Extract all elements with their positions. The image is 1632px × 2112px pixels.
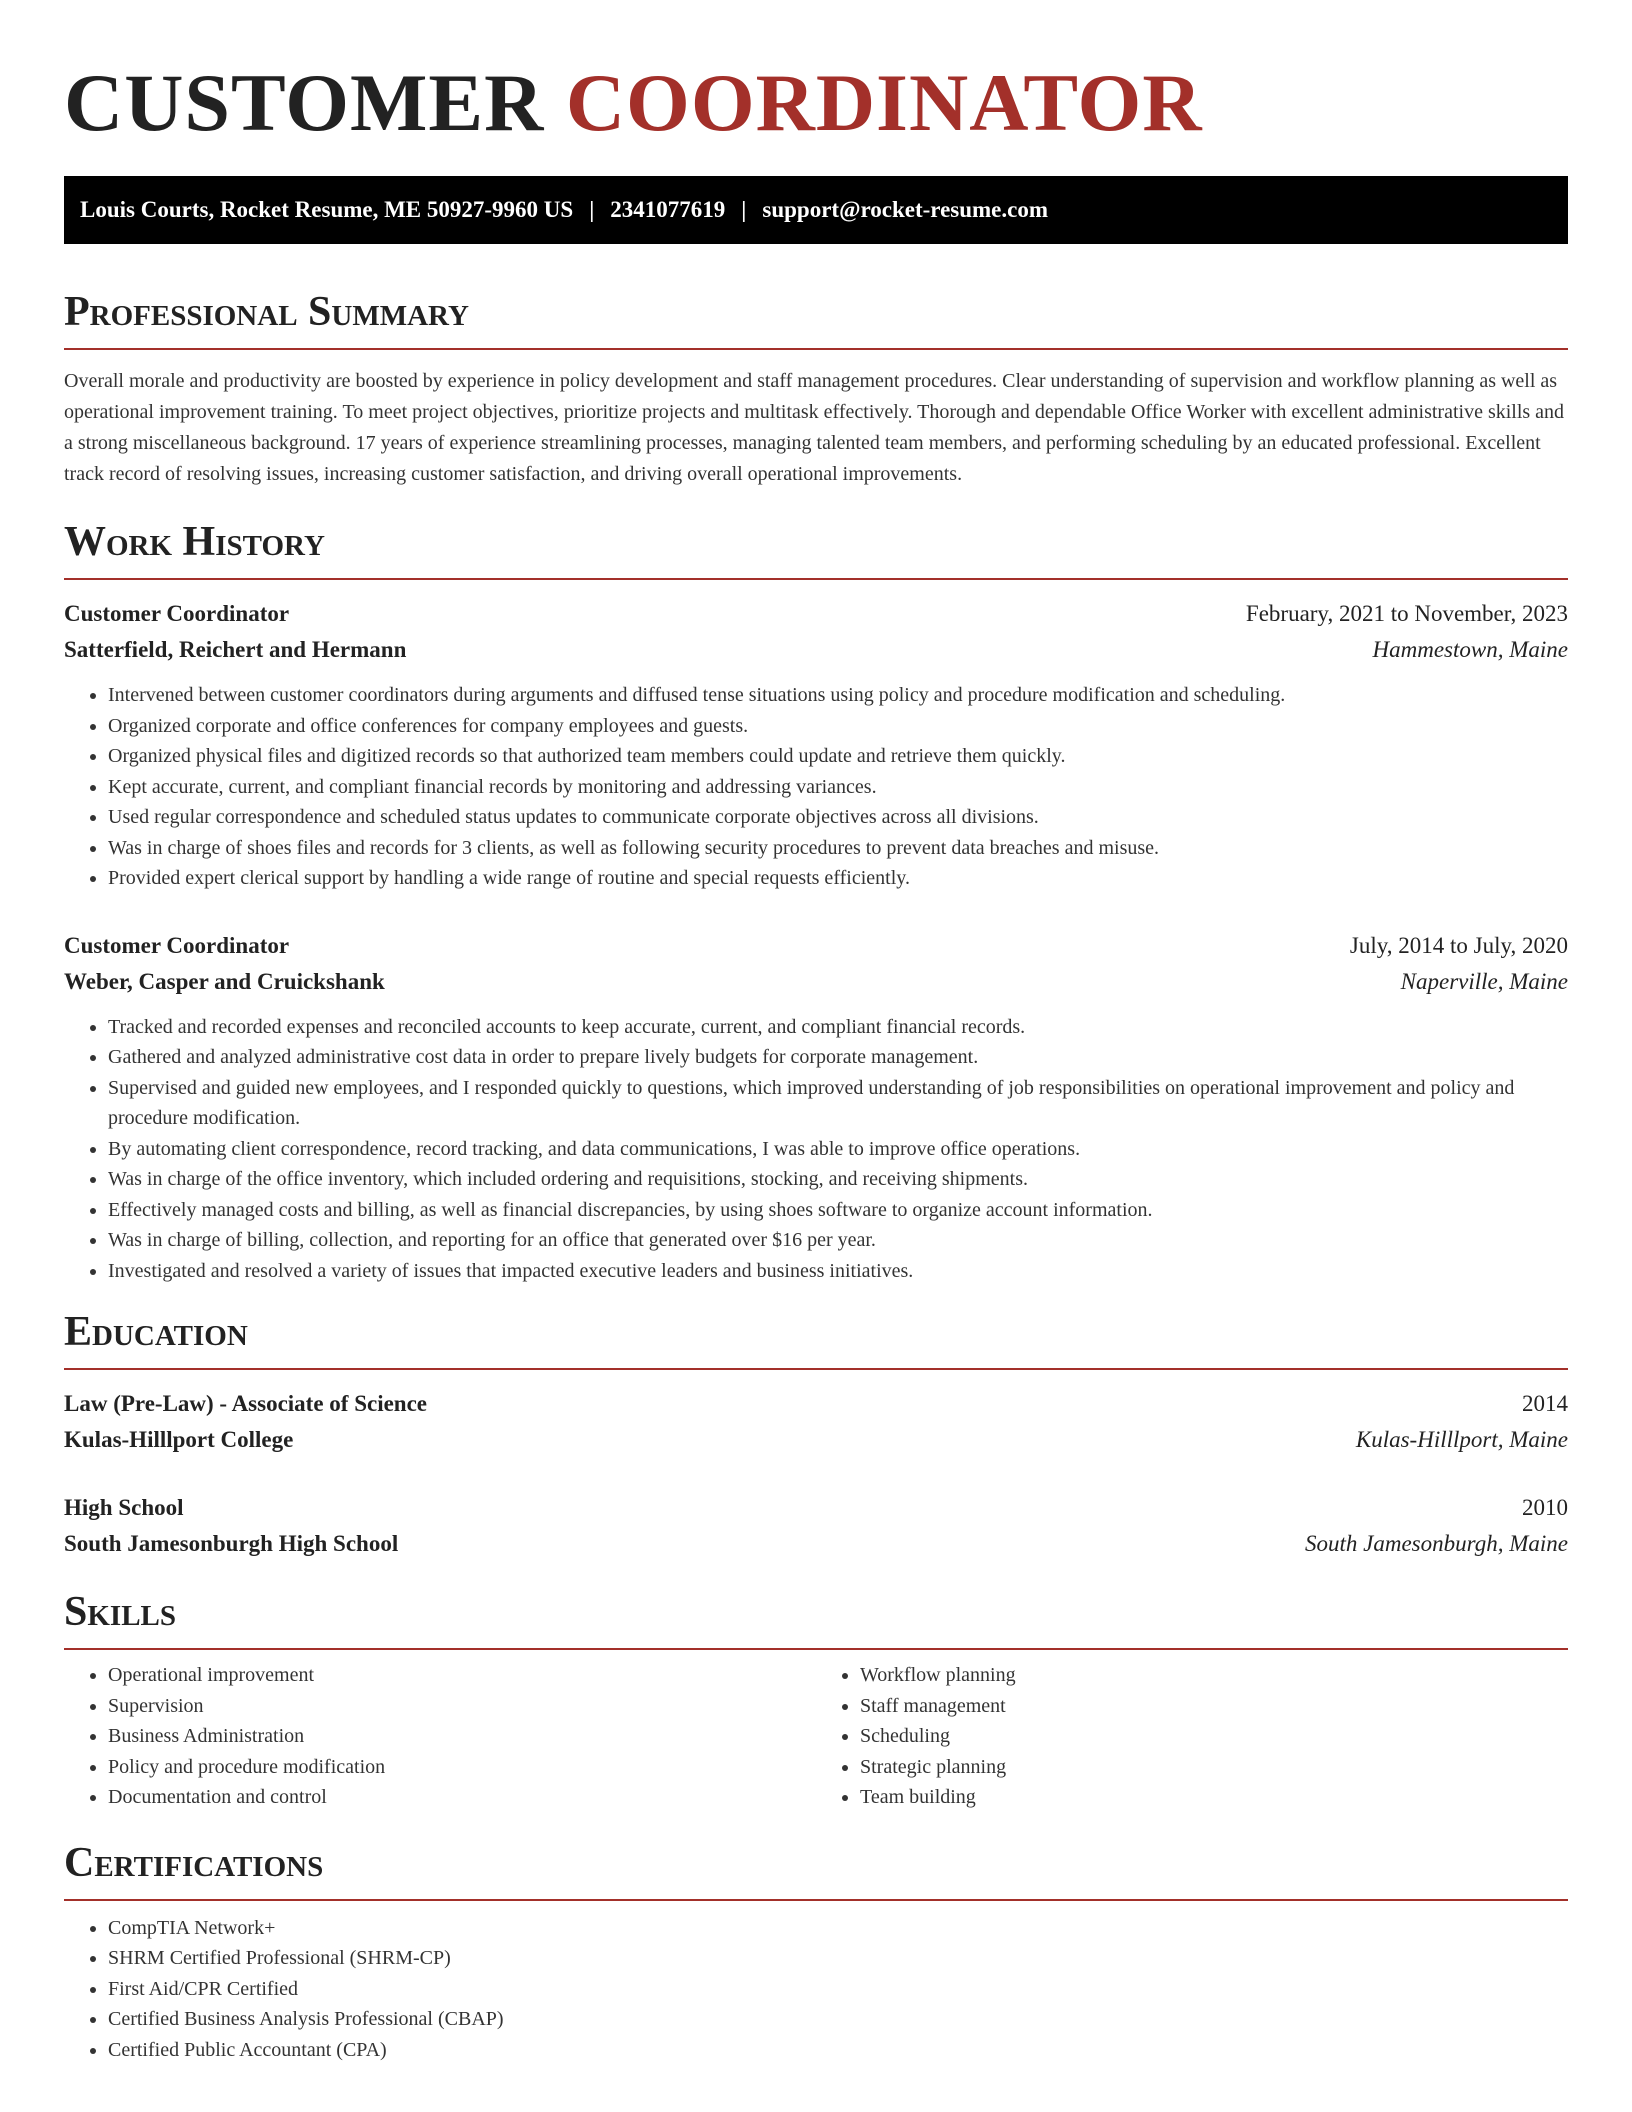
- education-school-row: [64, 1422, 1568, 1458]
- job-bullet: • Was in charge of shoes files and records for 3 clients, as well as following security procedures to prevent data breaches and misuse.: [108, 833, 1568, 864]
- certifications-list: [64, 1913, 1568, 2066]
- job-bullet: • Intervened between customer coordinators during arguments and diffused tense situations using policy and procedure modification and scheduling.: [108, 680, 1568, 711]
- job-bullet: • By automating client correspondence, record tracking, and data communications, I was able to improve office operations.: [108, 1134, 1568, 1165]
- job-entry: [64, 928, 1568, 1287]
- job-bullet: • Provided expert clerical support by handling a wide range of routine and special requests efficiently.: [108, 863, 1568, 894]
- job-title: Customer Coordinator: [64, 932, 290, 958]
- skills-heading: Skills: [64, 1588, 1568, 1650]
- job-header-row: [64, 596, 1568, 632]
- certification-item: • Certified Business Analysis Professional (CBAP): [108, 2004, 1568, 2035]
- contact-separator: |: [741, 197, 747, 222]
- job-bullet: • Investigated and resolved a variety of issues that impacted executive leaders and business initiatives.: [108, 1256, 1568, 1287]
- skill-item: • Policy and procedure modification: [108, 1752, 816, 1783]
- education-degree: Law (Pre-Law) - Associate of Science: [64, 1391, 428, 1416]
- job-header-row: [64, 928, 1568, 964]
- job-entry: [64, 596, 1568, 894]
- resume-title: [64, 0, 1568, 148]
- education-degree-row: [64, 1490, 1568, 1526]
- skill-item: • Staff management: [860, 1691, 1568, 1722]
- contact-separator: |: [589, 197, 595, 222]
- education-school: Kulas-Hilllport College: [64, 1427, 294, 1452]
- education-school-row: [64, 1526, 1568, 1562]
- education-school: South Jamesonburgh High School: [64, 1531, 399, 1556]
- certification-item: • SHRM Certified Professional (SHRM-CP): [108, 1943, 1568, 1974]
- job-location: Naperville, Maine: [1400, 968, 1568, 994]
- summary-text: Overall morale and productivity are boosted by experience in policy development and staff management procedures. Clear understanding of supervision and workflow planning as well as operational improvement training. To meet project objectives, prioritize projects and multitask effectively. Thorough and dependable Office Worker with excellent administrative skills and a strong miscellaneous background. 17 years of experience streamlining processes, managing talented team members, and performing scheduling by an educated professional. Excellent track record of resolving issues, increasing customer satisfaction, and driving overall operational improvements.: [64, 370, 1565, 485]
- education-degree: High School: [64, 1495, 184, 1520]
- job-company-row: [64, 632, 1568, 668]
- title-part-1: CUSTOMER: [64, 57, 545, 148]
- certification-item: • CompTIA Network+: [108, 1913, 1568, 1944]
- title-part-2: COORDINATOR: [565, 57, 1203, 148]
- contact-address: Louis Courts, Rocket Resume, ME 50927-9960 US: [80, 197, 574, 222]
- job-bullet: • Tracked and recorded expenses and reconciled accounts to keep accurate, current, and compliant financial records.: [108, 1012, 1568, 1043]
- skill-item: • Workflow planning: [860, 1660, 1568, 1691]
- skill-item: • Scheduling: [860, 1721, 1568, 1752]
- job-bullet: • Was in charge of the office inventory, which included ordering and requisitions, stocking, and receiving shipments.: [108, 1164, 1568, 1195]
- education-location: Kulas-Hilllport, Maine: [1355, 1427, 1568, 1452]
- skill-item: • Strategic planning: [860, 1752, 1568, 1783]
- work-history-heading: Work History: [64, 518, 1568, 580]
- certification-item: • Certified Public Accountant (CPA): [108, 2035, 1568, 2066]
- job-company: Weber, Casper and Cruickshank: [64, 968, 385, 994]
- skill-item: • Business Administration: [108, 1721, 816, 1752]
- certification-item: • First Aid/CPR Certified: [108, 1974, 1568, 2005]
- job-bullet: • Supervised and guided new employees, and I responded quickly to questions, which improved understanding of job responsibilities on operational improvement and policy and procedure modification.: [108, 1073, 1568, 1134]
- education-entry: [64, 1490, 1568, 1562]
- job-company: Satterfield, Reichert and Hermann: [64, 637, 407, 662]
- job-location: Hammestown, Maine: [1372, 637, 1568, 662]
- education-year: 2014: [1522, 1391, 1568, 1416]
- skills-list-left: [64, 1660, 816, 1813]
- job-dates: July, 2014 to July, 2020: [1349, 932, 1568, 958]
- skills-grid: [64, 1660, 1568, 1813]
- education-year: 2010: [1522, 1495, 1568, 1520]
- skill-item: • Team building: [860, 1782, 1568, 1813]
- job-bullet: • Effectively managed costs and billing, as well as financial discrepancies, by using shoes software to organize account information.: [108, 1195, 1568, 1226]
- summary-heading: Professional Summary: [64, 288, 1568, 350]
- job-bullet: • Was in charge of billing, collection, and reporting for an office that generated over $16 per year.: [108, 1225, 1568, 1256]
- contact-phone: 2341077619: [610, 197, 726, 222]
- education-location: South Jamesonburgh, Maine: [1305, 1531, 1568, 1556]
- skill-item: • Operational improvement: [108, 1660, 816, 1691]
- education-entry: [64, 1386, 1568, 1458]
- certifications-heading: Certifications: [64, 1839, 1568, 1901]
- job-dates: February, 2021 to November, 2023: [1245, 601, 1568, 626]
- education-heading: Education: [64, 1308, 1568, 1370]
- job-title: Customer Coordinator: [64, 601, 290, 626]
- skill-item: • Supervision: [108, 1691, 816, 1722]
- job-bullet: • Organized corporate and office conferences for company employees and guests.: [108, 711, 1568, 742]
- job-company-row: [64, 964, 1568, 1000]
- contact-bar: [64, 176, 1568, 244]
- job-bullet: • Kept accurate, current, and compliant financial records by monitoring and addressing variances.: [108, 772, 1568, 803]
- skills-list-right: [816, 1660, 1568, 1813]
- skill-item: • Documentation and control: [108, 1782, 816, 1813]
- job-bullet: • Gathered and analyzed administrative cost data in order to prepare lively budgets for corporate management.: [108, 1042, 1568, 1073]
- job-bullet: • Organized physical files and digitized records so that authorized team members could update and retrieve them quickly.: [108, 741, 1568, 772]
- job-bullet: • Used regular correspondence and scheduled status updates to communicate corporate objectives across all divisions.: [108, 802, 1568, 833]
- contact-email: support@rocket-resume.com: [762, 197, 1049, 222]
- job-bullets: [64, 680, 1568, 894]
- job-bullets: [64, 1012, 1568, 1287]
- education-degree-row: [64, 1386, 1568, 1422]
